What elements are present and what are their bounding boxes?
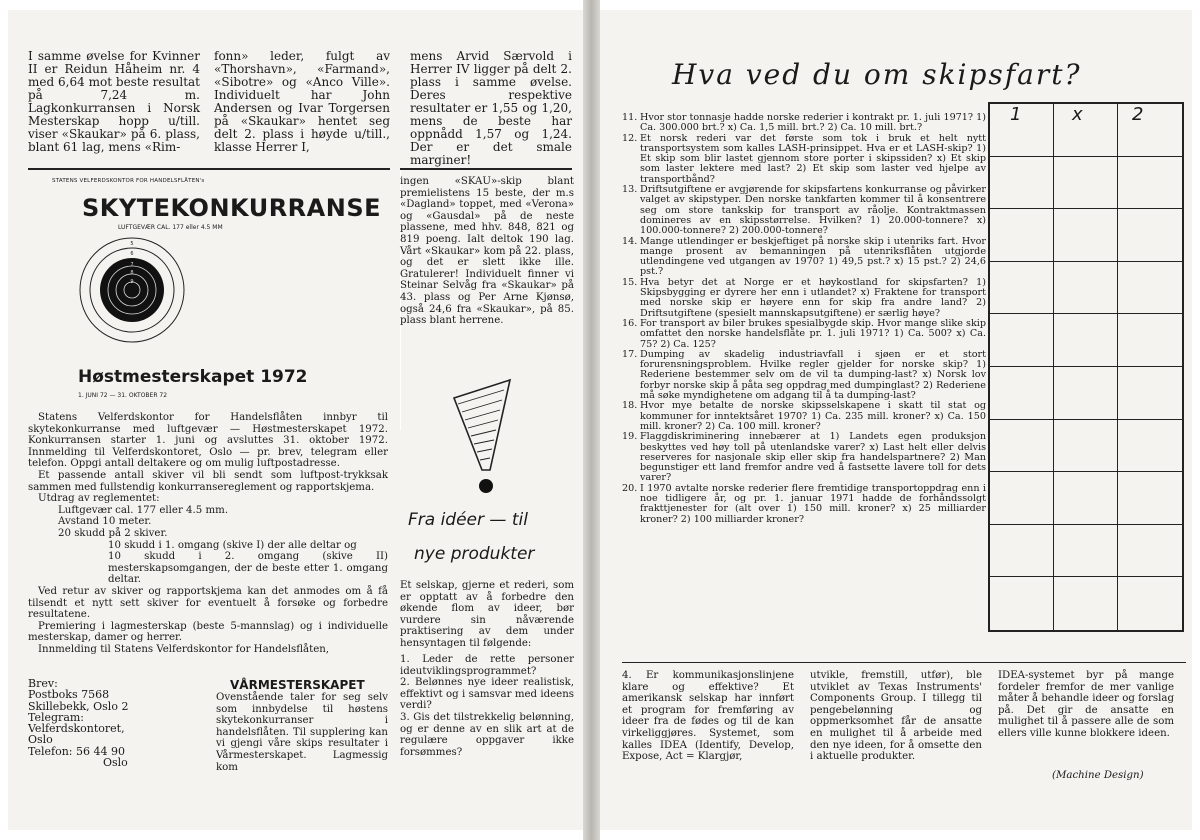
address-line: Skillebekk, Oslo 2 [28,699,129,713]
quiz-question [622,401,986,432]
answer-cell[interactable] [990,104,1054,157]
fra-text: Et selskap, gjerne et rederi, som er opptatt av å forbedre den økende flom av ideer, bør vurdere sin nåværende praktisering av dem under hensyntagen til følgende: [400,580,574,649]
fra-points [400,654,574,758]
bottom-divider [622,662,1186,663]
fra-point: 3. Gis det tilstrekkelig belønning, og er denne av en slik art at de regulære oppgaver ikke forsømmes? [400,711,574,758]
idea-col3: IDEA-systemet byr på mange fordeler fremfor de mer vanlige måter å behandle ideer og forslag på. Det gir de ansatte en mulighet til å passere alle de som ellers ville kunne blokkere ideen. [998,670,1174,739]
question-number: 18. [622,400,638,412]
host-paragraph: Ved retur av skiver og rapportskjema kan det anmodes om å få tilsendt et nytt sett skiver for eventuelt å forsøke og forbedre resultatene. [28,585,388,621]
question-text: Flaggdiskriminering innebærer at 1) Landets egen produksjon beskyttes ved høy toll på utenlandske varer? x) Last helt eller delvis reserveres for nasjonale skip eller skip fra handelspartnere? 2) Man begunstiger ett land fremfor andre ved å fastsette lavere toll for dets varer? [640,431,986,484]
grid-header-1: 1 [1010,104,1022,125]
question-number: 19. [622,431,638,443]
answer-cell[interactable] [1118,157,1182,210]
question-number: 11. [622,112,638,123]
ad-subtitle: LUFTGEVÆR CAL. 177 eller 4.5 MM [118,224,223,231]
target-ring-7-label: 7 [130,262,134,268]
rule-item: 20 skudd på 2 skiver. [58,527,168,539]
quiz-question [622,432,986,483]
host-paragraph: Premiering i lagmesterskap (beste 5-mannslag) og i individuelle mesterskap, damer og herrer. [28,620,388,644]
host-dates: 1. JUNI 72 — 31. OKTOBER 72 [78,392,168,399]
question-text: For transport av biler brukes spesialbygde skip. Hvor mange slike skip omfattet den norske handelsflåte pr. 1. juli 1971? 1) Ca. 500? x) Ca. 75? 2) Ca. 125? [640,317,986,350]
fra-point: 2. Belønnes nye ideer realistisk, effektivt og i samsvar med ideens verdi? [400,677,574,712]
address-line: Velferdskontoret, [28,722,125,736]
answer-cell[interactable] [990,262,1054,315]
question-text: Hvor stor tonnasje hadde norske rederier i kontrakt pr. 1. juli 1971? 1) Ca. 300.000 brt.? x) Ca. 1,5 mill. brt.? 2) Ca. 10 mill. brt.? [640,112,986,134]
article-col2-top: fonn» leder, fulgt av «Thorshavn», «Farmand», «Sibotre» og «Anco Ville». Individuelt har John Andersen og Ivar Torgersen på «Skaukar» hentet seg delt 2. plass i høyde u/till., klasse Herrer I, [214,49,390,154]
answer-cell[interactable] [990,472,1054,525]
answer-grid[interactable] [988,102,1184,632]
section-divider-right [400,168,572,170]
answer-cell[interactable] [1054,577,1118,630]
host-paragraph: Statens Velferdskontor for Handelsflåten innbyr til skytekonkurranse med luftgevær — Høstmesterskapet 1972. Konkurransen starter 1. juni og avsluttes 31. oktober 1972. Innmelding til Velferdskontoret, Oslo — pr. brev, telegram eller telefon. Oppgi antall deltakere og om mulig luftpostadresse. [28,412,388,470]
answer-cell[interactable] [1118,472,1182,525]
answer-cell[interactable] [1118,262,1182,315]
fra-title-line2: nye produkter [414,544,535,564]
question-number: 13. [622,184,638,196]
var-results: ingen «SKAU»-skip blant premielistens 15 beste, der m.s «Dagland» toppet, med «Verona» og «Gausdal» på de neste plassene, med hhv. 848, 821 og 819 poeng. Ialt deltok 190 lag. Vårt «Skaukar» kom på 22. plass, og det er slett ikke ille. Gratulerer! Individuelt finner vi Steinar Selvåg fra «Skaukar» på 43. plass og Per Arne Kjønsø, også 24,6 fra «Skaukar», på 85. plass blant herrene. [400,176,574,327]
answer-cell[interactable] [1054,209,1118,262]
question-text: Driftsutgiftene er avgjørende for skipsfartens konkurranse og påvirker valget av skipstyper. Den norske tankfarten kommer til å konsentrere seg om store tankskip for transport av råolje. Kontraktmassen domineres av en skipsstørrelse. Hvilken? 1) 20.000-tonnere? x) 100.000-tonnere? 2) 200.000-tonnere? [640,184,986,237]
section-divider [28,168,390,170]
article-col3-top: mens Arvid Særvold i Herrer IV ligger på delt 2. plass i samme øvelse. Deres respektive resultater er 1,55 og 1,20, mens de beste har oppnådd 1,57 og 1,24. Der er det smale marginer! [410,49,572,167]
answer-cell[interactable] [1118,209,1182,262]
grid-header-2: 2 [1132,104,1144,125]
answer-cell[interactable] [1054,420,1118,473]
question-text: Et norsk rederi var det første som tok i bruk et helt nytt transportsystem som kalles LASH-prinsippet. Hva er et LASH-skip? 1) Et skip som blir lastet gjennom store porter i skipssiden? x) Et skip som laster lektere med last? 2) Et skip som laster ved hjelpe av transportbånd? [640,132,986,185]
rule-item: Avstand 10 meter. [58,516,152,528]
answer-cell[interactable] [1054,157,1118,210]
target-ring-9-label: 9 [130,279,134,285]
answer-cell[interactable] [990,314,1054,367]
answer-cell[interactable] [990,157,1054,210]
idea-col1: 4. Er kommunikasjonslinjene klare og effektive? Et amerikansk selskap har innført et program for fremføring av ideer fra de fødes og til de kan virkeliggjøres. Systemet, som kalles IDEA (Identify, Develop, Expose, Act = Klargjør, [622,670,794,763]
right-page [600,10,1192,830]
address-line: Brev: [28,677,58,690]
question-number: 12. [622,132,638,144]
answer-cell[interactable] [1054,262,1118,315]
answer-cell[interactable] [990,420,1054,473]
question-text: I 1970 avtalte norske rederier flere fremtidige transportoppdrag enn i noe tidligere år, og pr. 1. januar 1971 hadde de forhåndssolgt frakttjenester for (alt over 1) 150 mill. kroner? x) 25 milliarder kroner? 2) 100 milliarder kroner? [640,482,986,525]
answer-cell[interactable] [1118,525,1182,578]
address-line: Telegram: [28,710,85,724]
answer-cell[interactable] [1054,367,1118,420]
quiz-question [622,185,986,236]
fra-title-line1: Fra idéer — til [408,510,528,530]
answer-cell[interactable] [1118,367,1182,420]
address-line: Oslo [28,733,53,747]
host-article [28,412,388,655]
answer-cell[interactable] [1054,525,1118,578]
address-line: Postboks 7568 [28,688,110,702]
host-paragraph: Et passende antall skiver vil bli sendt som luftpost-trykksak sammen med fullstendig konkurransereglement og rapportskjema. [28,469,388,493]
binding-spine [583,0,600,840]
target-ring-6-label: 6 [130,251,134,257]
address-line: Telefon: 56 44 90 [28,744,125,758]
left-page [8,10,583,830]
rule-item: 10 skudd i 1. omgang (skive I) der alle deltar og [108,539,357,551]
address-block [28,678,218,768]
question-number: 14. [622,235,638,247]
quiz-question [622,113,986,134]
var-text: Ovenstående taler for seg selv som innbydelse til høstens skytekonkurranser i handelsflåten. Til supplering kan vi gjengi våre skips resultater i Vårmesterskapet. Lagmessig kom [216,692,388,773]
answer-cell[interactable] [1054,472,1118,525]
idea-col2: utvikle, fremstill, utfør), ble utviklet av Texas Instruments' Components Group. I tillegg til pengebelønning og oppmerksomhet får de ansatte en mulighet til å arbeide med den nye ideen, for å omsette den i aktuelle produkter. [810,670,982,763]
quiz-title: Hva ved du om skipsfart? [672,58,1082,91]
answer-cell[interactable] [1118,314,1182,367]
exclamation-mark-image [452,378,512,498]
host-title: Høstmesterskapet 1972 [78,367,308,387]
quiz-question [622,484,986,525]
answer-cell[interactable] [990,209,1054,262]
agency-label: STATENS VELFERDSKONTOR FOR HANDELSFLÅTEN's [52,178,205,184]
question-number: 15. [622,276,638,288]
answer-cell[interactable] [1118,420,1182,473]
question-text: Hva betyr det at Norge er et høykostland for skipsfarten? 1) Skipsbygging er dyrere her enn i utlandet? x) Fraktene for transport med norske skip er høyere enn for skip fra andre land? 2) Driftsutgiftene (spesielt mannskapsutgiftene) er særlig høye? [640,276,986,319]
rule-item: Luftgevær cal. 177 eller 4.5 mm. [58,504,229,516]
grid-header-x: x [1072,104,1083,125]
article-col1-top: I samme øvelse for Kvinner II er Reidun Håheim nr. 4 med 6,64 mot beste resultat på 7,24 m. Lagkonkurransen i Norsk Mesterskap hopp u/till. viser «Skaukar» på 6. plass, blant 61 lag, mens «Rim- [28,49,200,154]
host-paragraph: Innmelding til Statens Velferdskontor for Handelsflåten, [38,643,330,655]
answer-cell[interactable] [990,525,1054,578]
answer-cell[interactable] [1118,104,1182,157]
answer-cell[interactable] [990,577,1054,630]
quiz-question [622,350,986,401]
answer-cell[interactable] [1054,314,1118,367]
rule-item: 10 skudd i 2. omgang (skive II) mesterskapsomgangen, der de beste etter 1. omgang deltar. [108,551,388,586]
quiz-question [622,319,986,350]
target-ring-5-label: 5 [130,241,134,247]
var-title: VÅRMESTERSKAPET [230,678,365,692]
answer-cell[interactable] [1118,577,1182,630]
question-text: Mange utlendinger er beskjeftiget på norske skip i utenriks fart. Hvor mange prosent av bemanningen på utenriksflåten utgjorde utlendingene ved utgangen av 1970? 1) 49,5 pst.? x) 15 pst.? 2) 24,6 pst.? [640,235,986,278]
quiz-question [622,278,986,319]
quiz-question [622,237,986,278]
source-credit: (Machine Design) [1052,770,1144,781]
shooting-target-image [74,232,190,348]
question-text: Hvor mye betalte de norske skipsselskapene i skatt til stat og kommuner for inntektsåret 1970? 1) Ca. 235 mill. kroner? x) Ca. 150 mill. kroner? 2) Ca. 100 mill. kroner? [640,400,986,432]
answer-cell[interactable] [990,367,1054,420]
address-line: Oslo [103,756,128,770]
quiz-question-list [622,113,986,525]
fra-point: 1. Leder de rette personer ideutviklingsprogrammet? [400,654,574,677]
ad-title: SKYTEKONKURRANSE [82,194,381,222]
rules-heading: Utdrag av reglementet: [38,493,160,505]
question-text: Dumping av skadelig industriavfall i sjøen er et stort forurensningsproblem. Hvilke regler gjelder for norske skip? 1) Rederiene bestemmer selv om de vil ta dumping-last? x) Norsk lov forbyr norske skip å påta seg oppdrag med dumpinglast? 2) Rederiene må søke myndighetene om adgang til å ta dumping-last? [640,348,986,402]
target-ring-8-label: 8 [130,270,134,276]
answer-cell[interactable] [1054,104,1118,157]
quiz-question [622,134,986,185]
question-number: 20. [622,482,638,494]
question-number: 17. [622,348,638,360]
question-number: 16. [622,317,638,329]
